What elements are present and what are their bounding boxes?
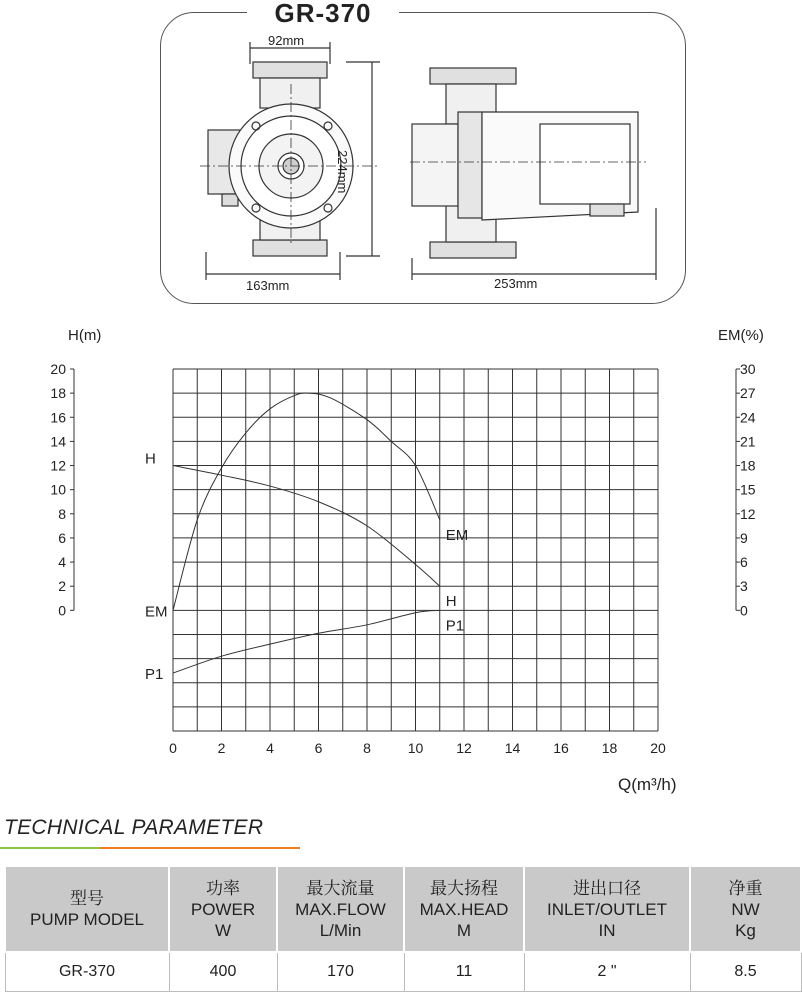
series-label-end-h: H: [445, 593, 457, 611]
x-tick-label: 12: [456, 740, 472, 756]
right-tick-label: 24: [740, 409, 756, 426]
table-header-row: [5, 866, 801, 952]
x-axis-label: Q(m³/h): [618, 775, 677, 794]
title-underline-green: [0, 847, 100, 849]
left-tick-label: 6: [58, 529, 66, 546]
chart-grid: [173, 369, 658, 731]
table-row: [5, 952, 801, 992]
header-max-flow: 最大流量 MAX.FLOW L/Min: [277, 866, 404, 952]
right-tick-label: 3: [740, 578, 748, 595]
left-tick-label: 14: [50, 433, 66, 450]
x-tick-label: 14: [504, 740, 521, 756]
cell-model: GR-370: [5, 952, 169, 992]
cell-max-head: 11: [404, 952, 524, 992]
performance-chart: [0, 318, 802, 800]
left-tick-label: 16: [50, 409, 66, 426]
cell-power: 400: [169, 952, 277, 992]
x-tick-label: 4: [266, 740, 274, 756]
left-tick-label: 12: [50, 457, 66, 474]
x-tick-label: 18: [601, 740, 618, 756]
x-tick-label: 0: [169, 740, 177, 756]
header-power: 功率 POWER W: [169, 866, 277, 952]
right-tick-label: 0: [740, 602, 748, 619]
left-tick-label: 2: [58, 578, 66, 595]
x-tick-label: 6: [314, 740, 323, 756]
series-label-end-em: EM: [445, 526, 469, 544]
cell-max-flow: 170: [277, 952, 404, 992]
right-tick-label: 30: [740, 361, 756, 377]
x-tick-label: 20: [650, 740, 666, 756]
dim-front-width: 163mm: [246, 278, 290, 293]
x-axis: [169, 740, 666, 756]
right-axis-label: EM(%): [718, 327, 764, 344]
title-underline-orange: [100, 847, 300, 849]
right-tick-label: 15: [740, 481, 756, 498]
x-tick-label: 2: [217, 740, 226, 756]
x-tick-label: 10: [407, 740, 424, 756]
parameter-table: [4, 865, 802, 992]
pump-drawing: [160, 12, 684, 302]
left-tick-label: 4: [58, 554, 66, 571]
left-tick-label: 10: [50, 481, 66, 498]
header-max-head: 最大扬程 MAX.HEAD M: [404, 866, 524, 952]
dim-side-length: 253mm: [494, 276, 538, 291]
tech-parameter-title: TECHNICAL PARAMETER: [4, 816, 264, 839]
series-line-em: [173, 393, 440, 610]
right-tick-label: 27: [740, 385, 756, 402]
series-label-start-h: H: [145, 450, 156, 468]
right-tick-label: 21: [740, 433, 756, 450]
right-tick-label: 9: [740, 529, 748, 546]
cell-inlet-outlet: 2 ": [524, 952, 690, 992]
right-tick-label: 18: [740, 457, 756, 474]
dim-height: 224mm: [335, 150, 350, 194]
cell-net-weight: 8.5: [690, 952, 801, 992]
header-inlet-outlet: 进出口径 INLET/OUTLET IN: [524, 866, 690, 952]
header-pump-model: 型号 PUMP MODEL: [5, 866, 169, 952]
series-label-start-em: EM: [145, 603, 168, 621]
drawing-title: GR-370: [247, 0, 399, 28]
dim-top-width: 92mm: [268, 33, 305, 48]
header-net-weight: 净重 NW Kg: [690, 866, 801, 952]
left-tick-label: 0: [58, 602, 66, 619]
left-axis: [50, 361, 74, 618]
left-tick-label: 20: [50, 361, 66, 377]
right-tick-label: 6: [740, 554, 748, 571]
x-tick-label: 8: [363, 740, 371, 756]
left-axis-label: H(m): [68, 327, 102, 344]
series-label-start-p1: P1: [145, 666, 164, 684]
left-tick-label: 18: [50, 385, 66, 402]
right-axis: [736, 361, 756, 618]
series-label-end-p1: P1: [445, 617, 465, 635]
right-tick-label: 12: [740, 505, 756, 522]
x-tick-label: 16: [553, 740, 569, 756]
left-tick-label: 8: [58, 505, 66, 522]
series-line-p1: [173, 610, 440, 673]
